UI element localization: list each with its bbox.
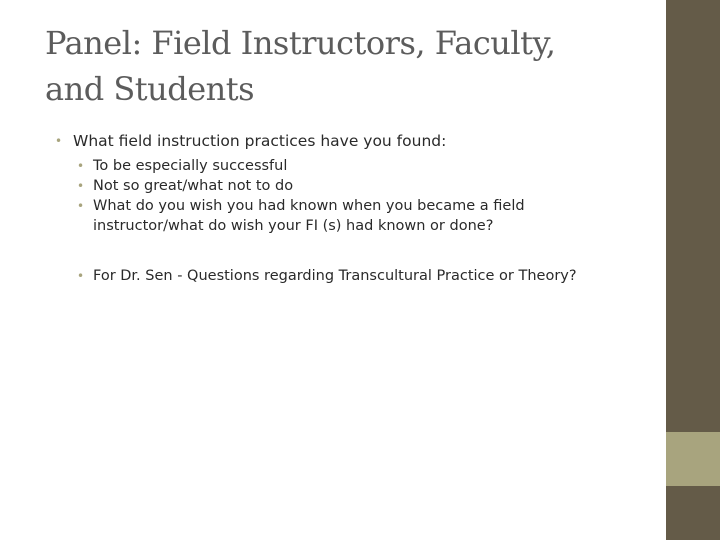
slide-title [45, 20, 645, 112]
bullet-icon: • [77, 199, 85, 213]
sidebar-accent-block [666, 432, 720, 486]
sub-bullet-text: Not so great/what not to do [93, 178, 294, 194]
sub-bullet-item [77, 156, 615, 176]
bullet-text: What field instruction practices have you found: [73, 132, 447, 150]
bullet-list [55, 130, 615, 286]
spacer [77, 236, 615, 266]
sub-bullet-item [77, 176, 615, 196]
sub-bullet-item [77, 196, 615, 236]
sub-bullet-item [77, 266, 615, 286]
title-line-2: and Students [45, 70, 255, 108]
sub-bullet-text: What do you wish you had known when you became a field instructor/what do wish your FI (s) had known or done? [93, 198, 525, 234]
bullet-icon: • [77, 179, 85, 193]
bullet-icon: • [77, 159, 85, 173]
sub-bullet-list [77, 156, 615, 286]
bullet-icon: • [77, 269, 85, 283]
sub-bullet-text: To be especially successful [93, 158, 288, 174]
title-line-1: Panel: Field Instructors, Faculty, [45, 24, 556, 62]
bullet-item [55, 130, 615, 152]
sub-bullet-text: For Dr. Sen - Questions regarding Transcultural Practice or Theory? [93, 268, 577, 284]
bullet-icon: • [55, 134, 63, 148]
